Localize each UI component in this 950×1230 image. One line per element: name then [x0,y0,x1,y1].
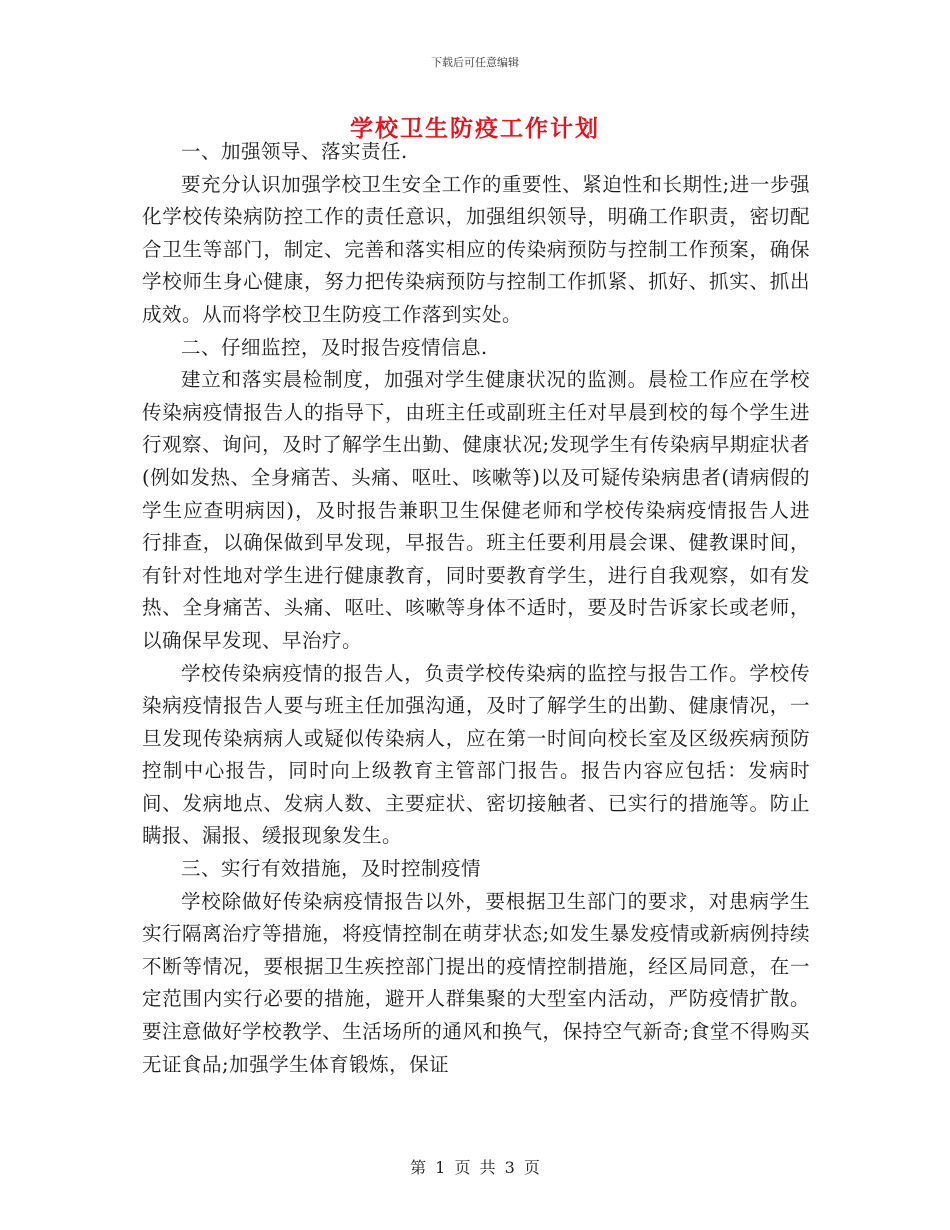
paragraph: 学校传染病疫情的报告人，负责学校传染病的监控与报告工作。学校传染病疫情报告人要与班主任加强沟通，及时了解学生的出勤、健康情况，一旦发现传染病病人或疑似传染病人，应在第一时间向校长室及区级疾病预防控制中心报告，同时向上级教育主管部门报告。报告内容应包括：发病时间、发病地点、发病人数、主要症状、密切接触者、已实行的措施等。防止瞒报、漏报、缓报现象发生。 [142,661,810,848]
paragraph: 建立和落实晨检制度，加强对学生健康状况的监测。晨检工作应在学校传染病疫情报告人的指导下，由班主任或副班主任对早晨到校的每个学生进行观察、询问，及时了解学生出勤、健康状况;发现学生有传染病早期症状者(例如发热、全身痛苦、头痛、呕吐、咳嗽等)以及可疑传染病患者(请病假的学生应查明病因)，及时报告兼职卫生保健老师和学校传染病疫情报告人进行排查，以确保做到早发现，早报告。班主任要利用晨会课、健教课时间，有针对性地对学生进行健康教育，同时要教育学生，进行自我观察，如有发热、全身痛苦、头痛、呕吐、咳嗽等身体不适时，要及时告诉家长或老师，以确保早发现、早治疗。 [142,368,810,652]
document-title: 学校卫生防疫工作计划 [350,115,600,142]
document-body [142,136,810,1081]
paragraph: 要充分认识加强学校卫生安全工作的重要性、紧迫性和长期性;进一步强化学校传染病防控工作的责任意识，加强组织领导，明确工作职责，密切配合卫生等部门，制定、完善和落实相应的传染病预防与控制工作预案，确保学校师生身心健康，努力把传染病预防与控制工作抓紧、抓好、抓实、抓出成效。从而将学校卫生防疫工作落到实处。 [142,172,810,326]
section-heading-1: 一、加强领导、落实责任. [181,140,408,163]
paragraph: 学校除做好传染病疫情报告以外，要根据卫生部门的要求，对患病学生实行隔离治疗等措施，将疫情控制在萌芽状态;如发生暴发疫情或新病例持续不断等情况，要根据卫生疾控部门提出的疫情控制措施，经区局同意，在一定范围内实行必要的措施，避开人群集聚的大型室内活动，严防疫情扩散。要注意做好学校教学、生活场所的通风和换气，保持空气新奇;食堂不得购买无证食品;加强学生体育锻炼，保证 [142,889,810,1076]
section-heading-2: 二、仔细监控，及时报告疫情信息. [181,335,488,359]
section-heading-3: 三、实行有效措施，及时控制疫情 [181,857,482,881]
page-number: 第 1 页 共 3 页 [410,1158,540,1177]
page-header-note: 下载后可任意编辑 [431,56,519,69]
